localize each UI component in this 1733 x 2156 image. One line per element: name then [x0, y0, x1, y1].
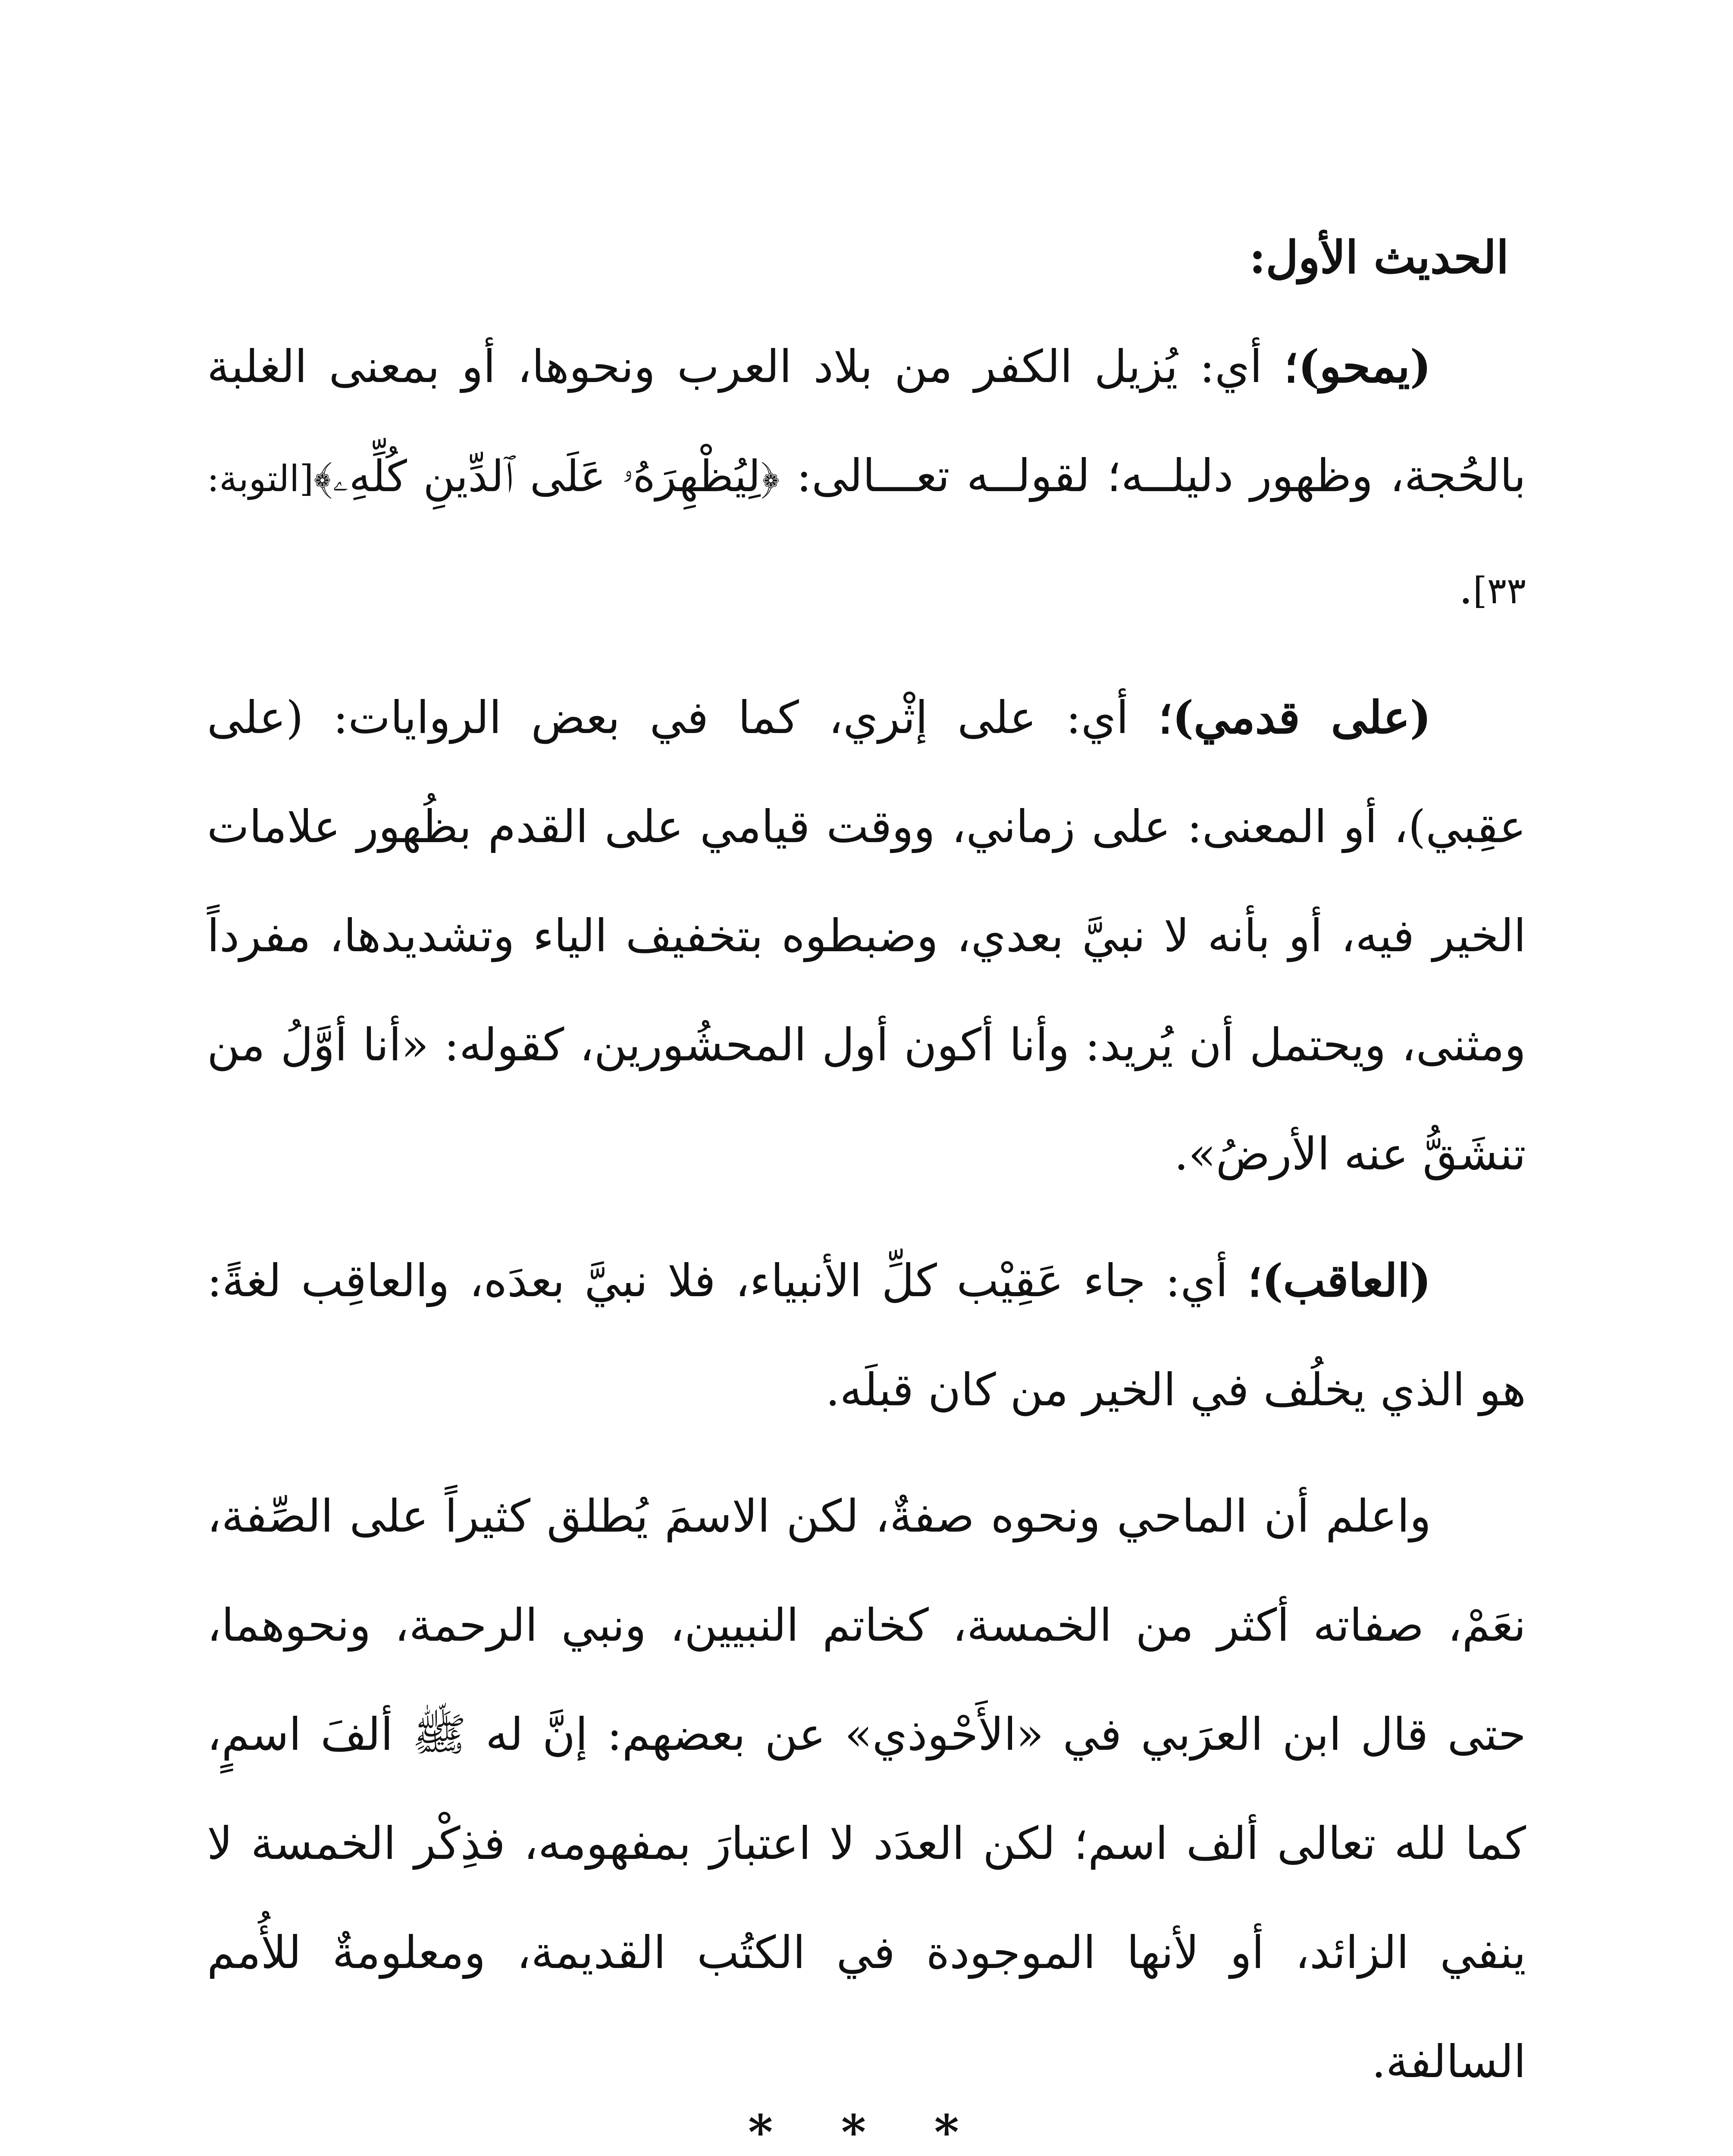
term-yamhu: (يمحو)؛: [1284, 340, 1431, 393]
quran-verse: ﴿لِيُظْهِرَهُۥ عَلَى ٱلدِّينِ كُلِّهِۦ﴾: [313, 451, 780, 501]
paragraph-closing-note: [207, 1462, 1526, 2116]
section-separator: * * *: [748, 2104, 985, 2156]
paragraph-al-aqib-text: أي: جاء عَقِيْب كلِّ الأنبياء، فلا نبيَّ بعدَه، والعاقِب لغةً: هو الذي يخلُف في الخير من كان قبلَه.: [207, 1254, 1526, 1416]
paragraph-al-aqib: [207, 1226, 1526, 1445]
paragraph-ala-qadami: [207, 663, 1526, 1209]
page-body: [207, 203, 1526, 2116]
paragraph-yamhu-end: .: [1458, 561, 1473, 614]
paragraph-closing-note-text: واعلم أن الماحي ونحوه صفةٌ، لكن الاسمَ يُطلق كثيراً على الصِّفة، نعَمْ، صفاته أكثر من الخمسة، كخاتم النبيين، ونبي الرحمة، ونحوهما، حتى قال ابن العرَبي في «الأَحْوذي» عن بعضهم: إنَّ له ﷺ ألفَ اسمٍ، كما لله تعالى ألف اسم؛ لكن العدَد لا اعتبارَ بمفهومه، فذِكْر الخمسة لا ينفي الزائد، أو لأنها الموجودة في الكتُب القديمة، ومعلومةٌ للأُمم السالفة.: [207, 1490, 1526, 2088]
paragraph-yamhu: [207, 312, 1526, 646]
verse-reference: [التوبة: ٣٣]: [207, 458, 1526, 612]
term-ala-qadami: (على قدمي)؛: [1158, 691, 1431, 744]
term-al-aqib: (العاقب)؛: [1247, 1254, 1432, 1307]
paragraph-ala-qadami-text: أي: على إثْري، كما في بعض الروايات: (على عقِبي)، أو المعنى: على زماني، ووقت قيامي على القدم بظُهور علامات الخير فيه، أو بأنه لا نبيَّ بعدي، وضبطوه بتخفيف الياء وتشديدها، مفرداً ومثنى، ويحتمل أن يُريد: وأنا أكون أول المحشُورين، كقوله: «أنا أوَّلُ من تنشَقُّ عنه الأرضُ».: [207, 691, 1526, 1180]
paragraph-yamhu-text: أي: يُزيل الكفر من بلاد العرب ونحوها، أو بمعنى الغلبة بالحُجة، وظهور دليلــه؛ لقولــه تعـــالى:: [207, 340, 1526, 502]
section-heading: الحديث الأول:: [1249, 231, 1509, 284]
